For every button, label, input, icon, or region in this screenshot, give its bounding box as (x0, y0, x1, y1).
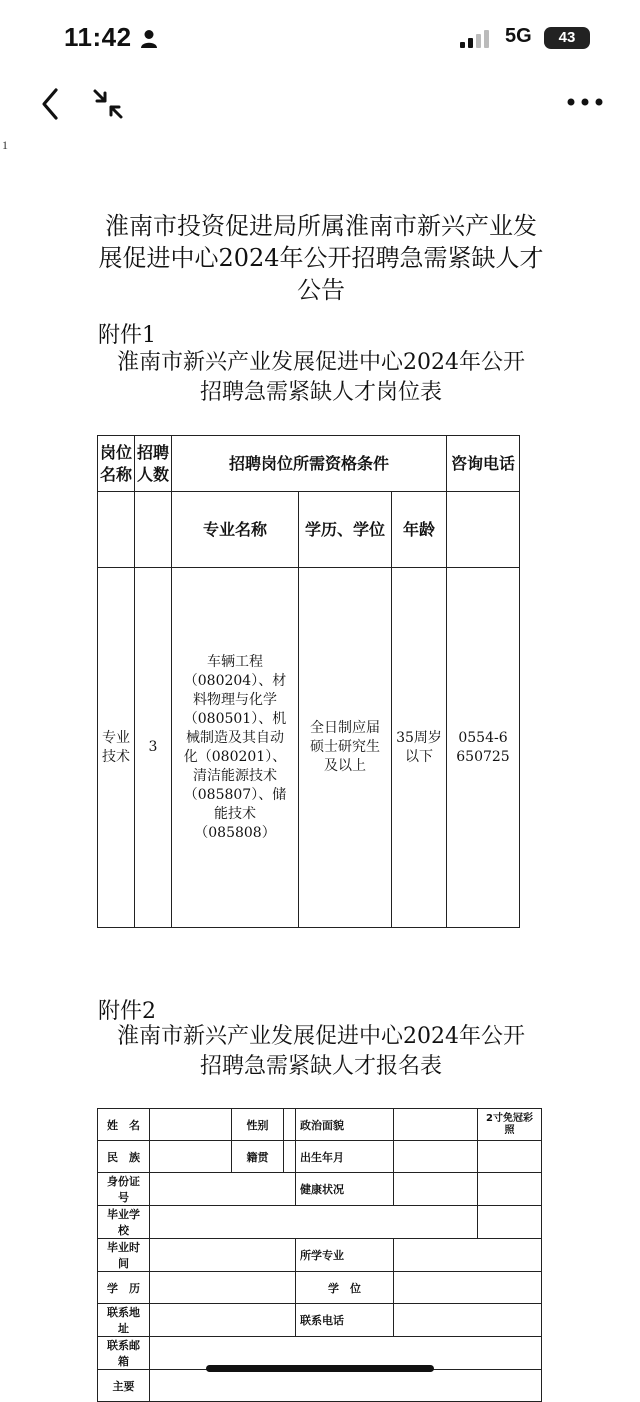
label-ethnicity: 民 族 (98, 1141, 150, 1173)
value-health (394, 1173, 478, 1206)
value-gender (284, 1109, 296, 1141)
label-email: 联系邮箱 (98, 1337, 150, 1370)
label-political-status: 政治面貌 (296, 1109, 394, 1141)
registration-form (97, 1108, 542, 1402)
label-degree: 学 位 (296, 1272, 394, 1304)
value-education (150, 1272, 296, 1304)
label-id-number: 身份证号 (98, 1173, 150, 1206)
label-school: 毕业学校 (98, 1206, 150, 1239)
label-native-place: 籍贯 (232, 1141, 284, 1173)
document-title (96, 210, 546, 306)
cell-age: 35周岁以下 (392, 568, 447, 928)
signal-icon (460, 30, 492, 48)
header-age: 年龄 (392, 492, 447, 568)
value-degree (394, 1272, 542, 1304)
title-line: 招聘急需紧缺人才岗位表 (199, 380, 442, 405)
status-time: 11:42 (64, 22, 132, 52)
value-school (150, 1206, 478, 1239)
label-phone: 联系电话 (296, 1304, 394, 1337)
header-position-name: 岗位名称 (98, 436, 135, 492)
attachment1-label: 附件1 (98, 323, 156, 348)
home-indicator[interactable] (206, 1365, 434, 1372)
label-birth-date: 出生年月 (296, 1141, 394, 1173)
label-main: 主要 (98, 1370, 150, 1402)
person-icon (140, 29, 158, 49)
more-options-icon[interactable] (566, 96, 604, 108)
attachment2-label: 附件2 (98, 999, 156, 1024)
minimize-arrows-icon[interactable] (92, 88, 124, 120)
label-name: 姓 名 (98, 1109, 150, 1141)
label-major: 所学专业 (296, 1239, 394, 1272)
label-education: 学 历 (98, 1272, 150, 1304)
value-id-number (150, 1173, 296, 1206)
value-birth-date (394, 1141, 478, 1173)
label-address: 联系地址 (98, 1304, 150, 1337)
value-name (150, 1109, 232, 1141)
title-line: 公告 (297, 276, 345, 304)
cell-recruit-count: 3 (135, 568, 172, 928)
position-table (97, 435, 520, 928)
battery-level: 43 (558, 29, 576, 46)
value-main (150, 1370, 542, 1402)
photo-area (478, 1173, 542, 1206)
title-line: 淮南市新兴产业发展促进中心2024年公开 (117, 1024, 525, 1049)
network-type: 5G (505, 25, 532, 47)
header-requirements: 招聘岗位所需资格条件 (172, 436, 447, 492)
value-major (394, 1239, 542, 1272)
cell-position-name: 专业技术 (98, 568, 135, 928)
value-address (150, 1304, 296, 1337)
cell-education: 全日制应届硕士研究生及以上 (299, 568, 392, 928)
empty-cell (447, 492, 520, 568)
title-line: 淮南市投资促进局所属淮南市新兴产业发 (105, 212, 537, 240)
label-health: 健康状况 (296, 1173, 394, 1206)
page-number: 1 (2, 138, 8, 152)
header-phone: 咨询电话 (447, 436, 520, 492)
battery-icon (544, 27, 590, 49)
value-grad-time (150, 1239, 296, 1272)
cell-major: 车辆工程（080204）、材料物理与化学（080501）、机械制造及其自动化（080201）、清洁能源技术（085807）、储能技术（085808） (172, 568, 299, 928)
value-ethnicity (150, 1141, 232, 1173)
value-native-place (284, 1141, 296, 1173)
attachment1-title (96, 348, 546, 408)
header-major: 专业名称 (172, 492, 299, 568)
title-line: 展促进中心2024年公开招聘急需紧缺人才 (98, 244, 544, 272)
label-gender: 性别 (232, 1109, 284, 1141)
photo-area (478, 1141, 542, 1173)
label-photo: 2寸免冠彩照 (478, 1109, 542, 1141)
cell-phone: 0554-6650725 (447, 568, 520, 928)
header-education: 学历、学位 (299, 492, 392, 568)
title-line: 招聘急需紧缺人才报名表 (199, 1054, 442, 1079)
attachment2-title (96, 1022, 546, 1082)
header-recruit-count: 招聘人数 (135, 436, 172, 492)
label-grad-time: 毕业时间 (98, 1239, 150, 1272)
value-phone (394, 1304, 542, 1337)
title-line: 淮南市新兴产业发展促进中心2024年公开 (117, 350, 525, 375)
empty-cell (135, 492, 172, 568)
empty-cell (98, 492, 135, 568)
value-political-status (394, 1109, 478, 1141)
status-bar (0, 0, 640, 80)
photo-area (478, 1206, 542, 1239)
back-chevron-icon[interactable] (36, 86, 66, 122)
